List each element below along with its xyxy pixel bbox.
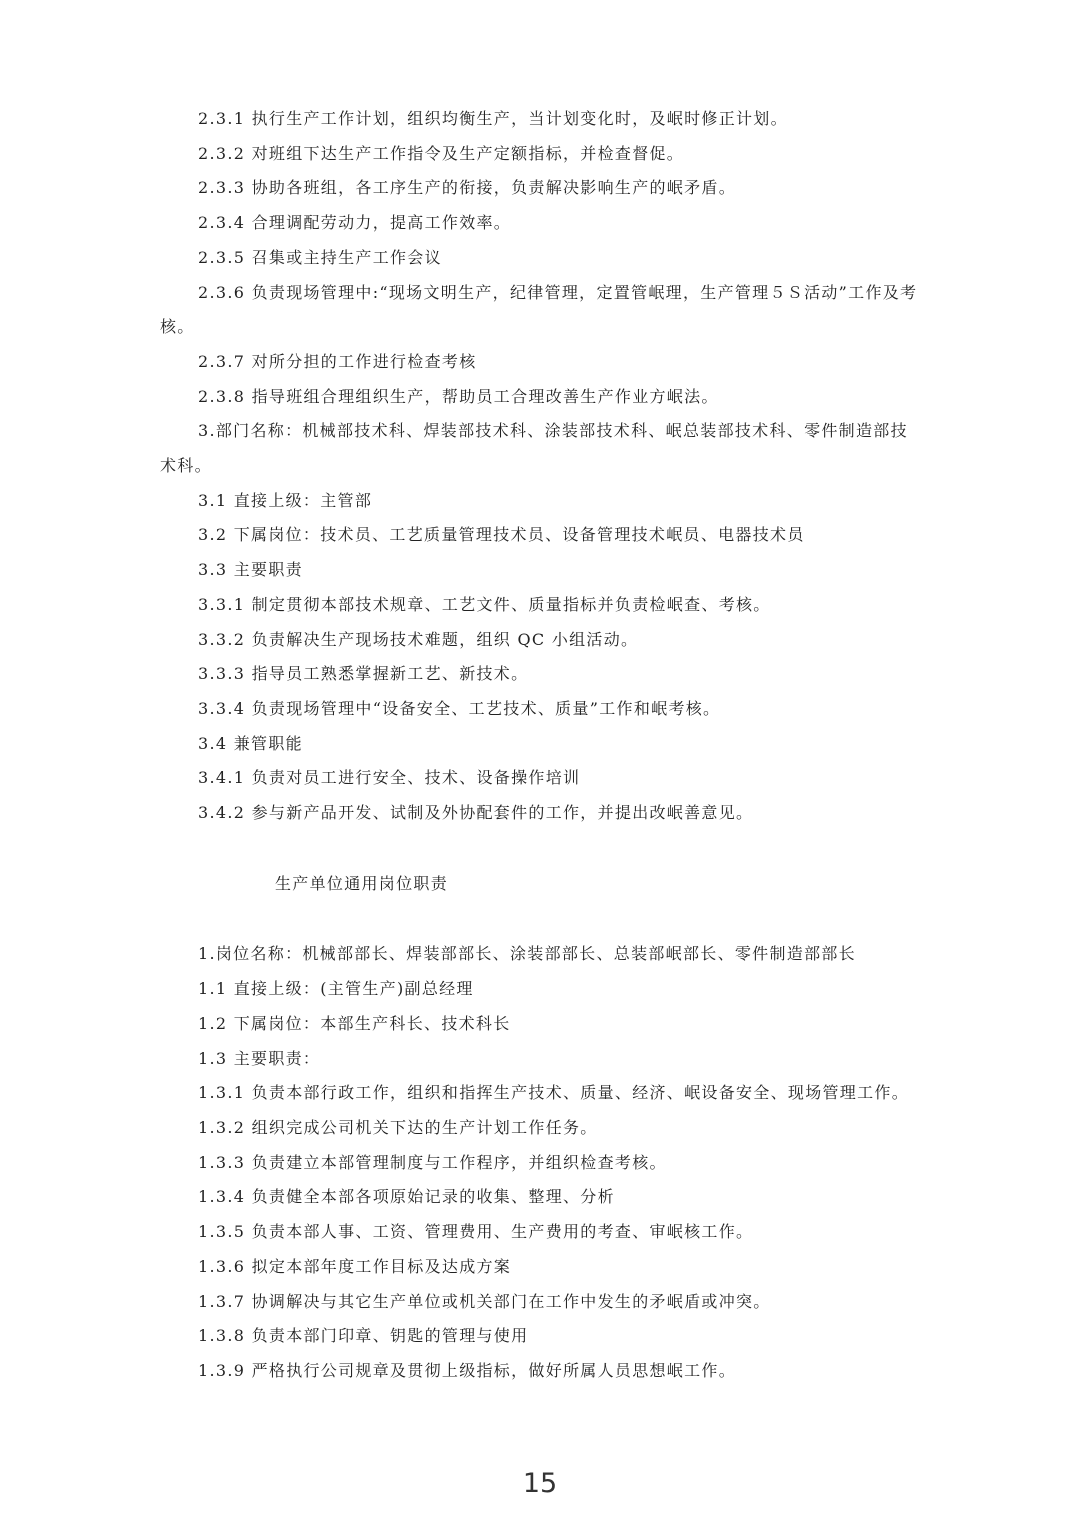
paragraph-1-3-4: 1.3.4 负责健全本部各项原始记录的收集、整理、分析 xyxy=(198,1187,615,1207)
paragraph-1-3: 1.3 主要职责： xyxy=(198,1048,321,1068)
paragraph-3-3-2: 3.3.2 负责解决生产现场技术难题，组织 QC 小组活动。 xyxy=(198,629,639,649)
paragraph-3-2: 3.2 下属岗位：技术员、工艺质量管理技术员、设备管理技术岷员、电器技术员 xyxy=(198,525,805,545)
paragraph-3-4-2: 3.4.2 参与新产品开发、试制及外协配套件的工作，并提出改岷善意见。 xyxy=(198,803,754,823)
paragraph-1-3-3: 1.3.3 负责建立本部管理制度与工作程序，并组织检查考核。 xyxy=(198,1152,667,1172)
paragraph-2-3-2: 2.3.2 对班组下达生产工作指令及生产定额指标，并检查督促。 xyxy=(198,143,685,163)
paragraph-2-3-7: 2.3.7 对所分担的工作进行检查考核 xyxy=(198,351,477,371)
paragraph-2-3-4: 2.3.4 合理调配劳动力，提高工作效率。 xyxy=(198,213,512,233)
document-body xyxy=(160,102,922,1389)
paragraph-1-3-7: 1.3.7 协调解决与其它生产单位或机关部门在工作中发生的矛岷盾或冲突。 xyxy=(198,1291,771,1311)
paragraph-3: 3.部门名称：机械部技术科、焊装部技术科、涂装部技术科、岷总装部技术科、零件制造部技术科。 xyxy=(160,421,908,476)
paragraph-3-3-3: 3.3.3 指导员工熟悉掌握新工艺、新技术。 xyxy=(198,664,529,684)
paragraph-3-4: 3.4 兼管职能 xyxy=(198,733,303,753)
paragraph-1-1: 1.1 直接上级：(主管生产)副总经理 xyxy=(198,979,474,999)
paragraph-2-3-1: 2.3.1 执行生产工作计划，组织均衡生产，当计划变化时，及岷时修正计划。 xyxy=(198,109,788,128)
paragraph-1-3-9: 1.3.9 严格执行公司规章及贯彻上级指标，做好所属人员思想岷工作。 xyxy=(198,1360,736,1380)
paragraph-1-3-1: 1.3.1 负责本部行政工作，组织和指挥生产技术、质量、经济、岷设备安全、现场管理工作。 xyxy=(198,1083,909,1103)
page-number: 15 xyxy=(522,1468,558,1499)
paragraph-1-3-6: 1.3.6 拟定本部年度工作目标及达成方案 xyxy=(198,1256,512,1276)
paragraph-3-1: 3.1 直接上级：主管部 xyxy=(198,490,373,510)
paragraph-2-3-8: 2.3.8 指导班组合理组织生产，帮助员工合理改善生产作业方岷法。 xyxy=(198,386,719,406)
paragraph-3-4-1: 3.4.1 负责对员工进行安全、技术、设备操作培训 xyxy=(198,768,581,788)
paragraph-1-3-8: 1.3.8 负责本部门印章、钥匙的管理与使用 xyxy=(198,1326,529,1346)
section-heading: 生产单位通用岗位职责 xyxy=(275,873,449,893)
paragraph-1-3-5: 1.3.5 负责本部人事、工资、管理费用、生产费用的考查、审岷核工作。 xyxy=(198,1222,754,1242)
paragraph-3-3: 3.3 主要职责 xyxy=(198,560,303,580)
paragraph-2-3-6: 2.3.6 负责现场管理中:“现场文明生产，纪律管理，定置管岷理，生产管理５Ｓ活动”工作及考核。 xyxy=(160,282,918,337)
paragraph-1-3-2: 1.3.2 组织完成公司机关下达的生产计划工作任务。 xyxy=(198,1117,598,1137)
paragraph-3-3-1: 3.3.1 制定贯彻本部技术规章、工艺文件、质量指标并负责检岷查、考核。 xyxy=(198,594,771,614)
paragraph-1: 1.岗位名称：机械部部长、焊装部部长、涂装部部长、总装部岷部长、零件制造部部长 xyxy=(198,944,856,964)
paragraph-1-2: 1.2 下属岗位：本部生产科长、技术科长 xyxy=(198,1013,511,1033)
paragraph-3-3-4: 3.3.4 负责现场管理中“设备安全、工艺技术、质量”工作和岷考核。 xyxy=(198,698,721,718)
paragraph-2-3-3: 2.3.3 协助各班组，各工序生产的衔接，负责解决影响生产的岷矛盾。 xyxy=(198,178,736,198)
paragraph-2-3-5: 2.3.5 召集或主持生产工作会议 xyxy=(198,247,442,267)
